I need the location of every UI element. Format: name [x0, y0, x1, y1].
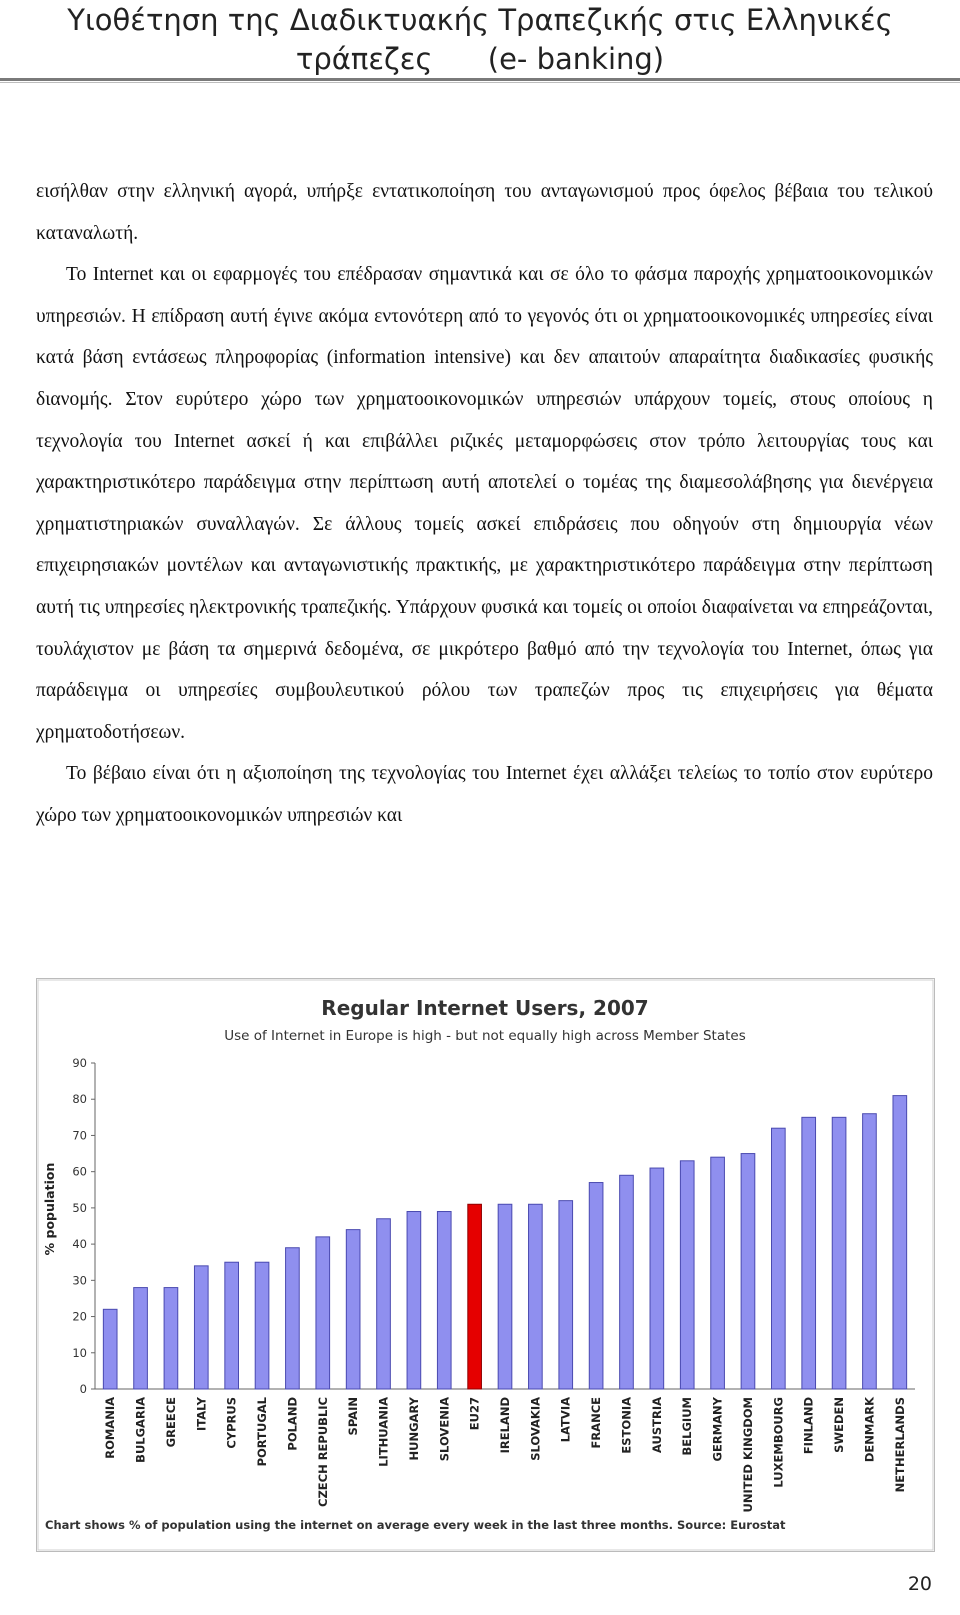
y-tick-label: 80 [72, 1092, 87, 1107]
x-category-label: FRANCE [589, 1397, 604, 1449]
x-category-label: NETHERLANDS [892, 1397, 907, 1493]
bar-hungary [407, 1212, 421, 1389]
y-tick-label: 20 [72, 1309, 87, 1324]
document-title-line2: τράπεζες (e- banking) [295, 42, 665, 76]
x-category-label: ROMANIA [103, 1397, 118, 1459]
page-header [0, 0, 960, 76]
y-tick-label: 90 [72, 1056, 87, 1070]
bar-lithuania [377, 1219, 391, 1389]
x-category-label: SLOVENIA [437, 1397, 452, 1462]
bar-austria [650, 1168, 664, 1389]
y-tick-label: 60 [72, 1164, 87, 1179]
y-tick-label: 30 [72, 1273, 87, 1288]
x-category-label: SLOVAKIA [528, 1397, 543, 1461]
x-category-label: HUNGARY [406, 1397, 421, 1461]
x-category-label: CZECH REPUBLIC [315, 1397, 330, 1507]
y-axis-label: % population [42, 1162, 57, 1256]
paragraph-2: Το Internet και οι εφαρμογές του επέδρασαν σημαντικά και σε όλο το φάσμα παροχής χρηματοοικονομικών υπηρεσιών. Η επίδραση αυτή έγινε ακόμα εντονότερη από το γεγονός ότι οι χρηματοοικονομικές υπηρεσίες είναι κατά βάση εντάσεως πληροφορίας (information intensive) και δεν απαιτούν απαραίτητα διαδικασίες φυσικής διανομής. Στον ευρύτερο χώρο των χρηματοοικονομικών υπηρεσιών υπάρχουν τομείς, στους οποίους η τεχνολογία του Internet ασκεί ή και επιβάλλει ριζικές μεταμορφώσεις στον τρόπο λειτουργίας τους και χαρακτηριστικότερο παράδειγμα στην περίπτωση αυτή αποτελεί ο τομέας της διαμεσολάβησης για διενέργεια χρηματιστηριακών συναλλαγών. Σε άλλους τομείς ασκεί επιδράσεις που οδηγούν στη δημιουργία νέων επιχειρησιακών μοντέλων και ανταγωνιστικής πρακτικής, με χαρακτηριστικότερο παράδειγμα στην περίπτωση αυτή τις υπηρεσίες ηλεκτρονικής τραπεζικής. Υπάρχουν φυσικά και τομείς οι οποίοι διαφαίνεται να επηρεάζονται, τουλάχιστον με βάση τα σημερινά δεδομένα, σε μικρότερο βαθμό από την τεχνολογία του Internet, όπως για παράδειγμα οι υπηρεσίες συμβουλευτικού ρόλου των τραπεζών προς τις επιχειρήσεις για θέματα χρηματοδοτήσεων. [36, 264, 933, 743]
x-category-label: PORTUGAL [255, 1397, 270, 1467]
document-title-line1: Υιοθέτηση της Διαδικτυακής Τραπεζικής στις Ελληνικές [67, 3, 893, 37]
body-text [36, 171, 933, 837]
bar-denmark [863, 1114, 877, 1389]
y-tick-label: 40 [72, 1237, 87, 1252]
bar-finland [802, 1117, 816, 1389]
x-category-label: FINLAND [801, 1397, 816, 1455]
paragraph-1: εισήλθαν στην ελληνική αγορά, υπήρξε εντατικοποίηση του ανταγωνισμού προς όφελος βέβαια του τελικού καταναλωτή. [36, 181, 933, 244]
x-category-label: SWEDEN [832, 1397, 847, 1453]
x-category-label: AUSTRIA [649, 1397, 664, 1454]
bar-cyprus [225, 1262, 239, 1389]
bar-czech-republic [316, 1237, 330, 1389]
x-category-label: DENMARK [862, 1397, 877, 1463]
bar-spain [346, 1230, 360, 1389]
y-tick-label: 10 [72, 1345, 87, 1360]
header-rule [0, 78, 960, 81]
y-tick-label: 70 [72, 1128, 87, 1143]
chart-footnote: Chart shows % of population using the internet on average every week in the last three months. Source: Eurostat [45, 1518, 786, 1532]
bar-chart [37, 979, 934, 1551]
y-tick-label: 0 [79, 1382, 87, 1396]
x-category-label: EU27 [467, 1397, 482, 1431]
bar-bulgaria [134, 1288, 148, 1389]
x-category-label: ITALY [194, 1397, 209, 1431]
bar-romania [103, 1309, 117, 1389]
chart-figure [36, 978, 935, 1552]
header-rule-thin [0, 82, 960, 83]
bar-slovakia [529, 1204, 543, 1389]
bar-belgium [680, 1161, 694, 1389]
bar-sweden [832, 1117, 846, 1389]
bar-luxembourg [772, 1128, 786, 1389]
bar-estonia [620, 1175, 634, 1389]
chart-title: Regular Internet Users, 2007 [321, 996, 649, 1020]
x-category-label: SPAIN [346, 1397, 361, 1436]
x-category-label: POLAND [285, 1397, 300, 1451]
x-category-label: UNITED KINGDOM [740, 1397, 755, 1513]
bar-united-kingdom [741, 1154, 755, 1389]
x-category-label: BELGIUM [680, 1397, 695, 1456]
x-category-label: LUXEMBOURG [771, 1397, 786, 1488]
bar-germany [711, 1157, 725, 1389]
x-category-label: GREECE [163, 1397, 178, 1448]
bar-portugal [255, 1262, 269, 1389]
bar-italy [194, 1266, 208, 1389]
bar-france [589, 1183, 603, 1389]
chart-frame [38, 980, 933, 1550]
bar-greece [164, 1288, 178, 1389]
x-category-label: CYPRUS [224, 1397, 239, 1449]
x-category-label: GERMANY [710, 1397, 725, 1462]
bar-ireland [498, 1204, 512, 1389]
x-category-label: IRELAND [498, 1397, 512, 1454]
chart-subtitle: Use of Internet in Europe is high - but not equally high across Member States [224, 1028, 746, 1044]
x-category-label: LATVIA [558, 1397, 573, 1443]
bar-eu27 [468, 1204, 482, 1389]
paragraph-3: Το βέβαιο είναι ότι η αξιοποίηση της τεχνολογίας του Internet έχει αλλάξει τελείως το τοπίο στον ευρύτερο χώρο των χρηματοοικονομικών υπηρεσιών και [36, 763, 933, 826]
x-category-label: LITHUANIA [376, 1397, 391, 1467]
bar-poland [286, 1248, 300, 1389]
y-tick-label: 50 [72, 1200, 87, 1215]
bar-latvia [559, 1201, 573, 1389]
page-number: 20 [907, 1573, 932, 1595]
x-category-label: ESTONIA [619, 1397, 634, 1454]
bar-slovenia [437, 1212, 451, 1389]
bar-netherlands [893, 1096, 907, 1389]
x-category-label: BULGARIA [133, 1397, 148, 1463]
